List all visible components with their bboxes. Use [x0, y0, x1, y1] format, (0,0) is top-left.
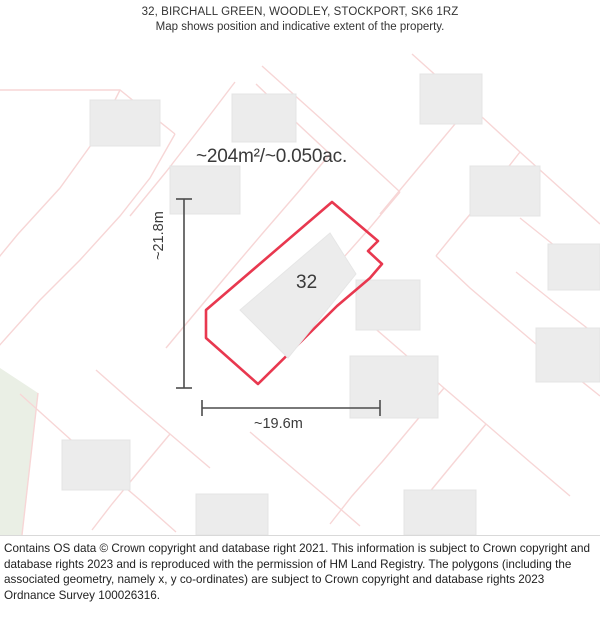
map-footer [0, 535, 600, 625]
map-canvas[interactable] [0, 38, 600, 535]
width-dimension-label: ~19.6m [254, 416, 303, 432]
area-label: ~204m²/~0.050ac. [196, 146, 348, 167]
copyright-text: Contains OS data © Crown copyright and database right 2021. This information is subject to Crown copyright and database rights 2023 and is reproduced with the permission of HM Land Registry. The polygons (including the associated geometry, namely x, y co-ordinates) are subject to Crown copyright and database rights 2023 Ordnance Survey 100026316. [4, 542, 590, 602]
green-space-area [0, 368, 38, 535]
plot-number-label: 32 [296, 272, 318, 293]
subject-plot-inner-footprint [240, 233, 356, 358]
page-subtitle: Map shows position and indicative extent of the property. [155, 21, 445, 33]
page-title: 32, BIRCHALL GREEN, WOODLEY, STOCKPORT, SK6 1RZ [141, 6, 459, 18]
height-dimension-line [176, 199, 192, 388]
height-dimension-label: ~21.8m [151, 211, 167, 260]
map-header [0, 0, 600, 38]
